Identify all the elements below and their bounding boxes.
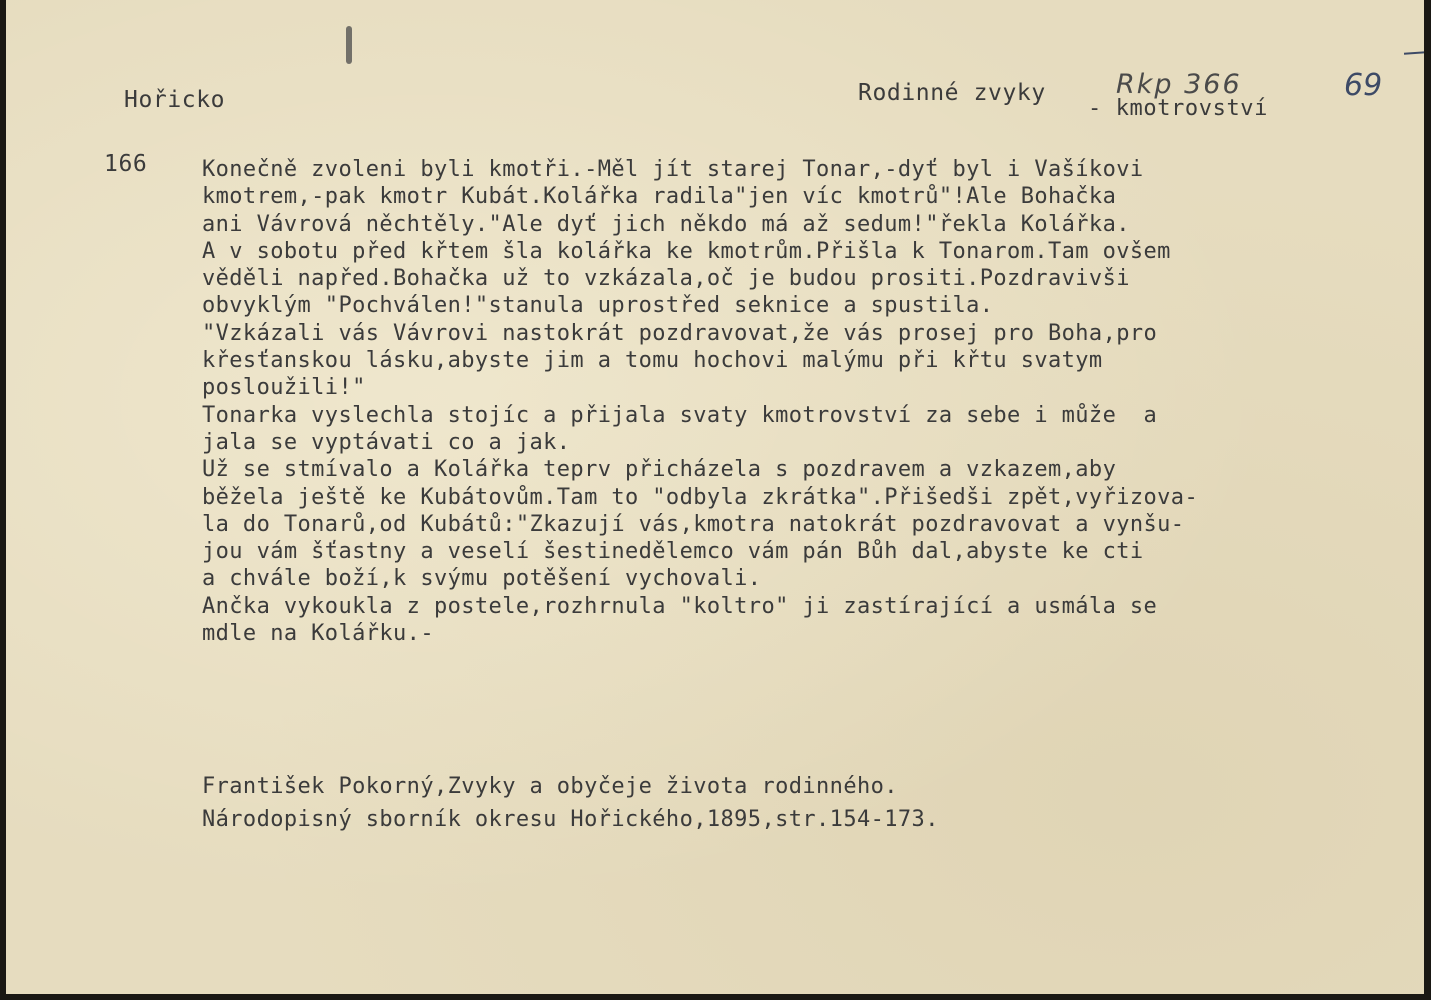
text-line: mdle na Kolářku.- bbox=[202, 621, 434, 647]
entry-text bbox=[202, 156, 1198, 647]
text-line: Tonarka vyslechla stojíc a přijala svaty kmotrovství za sebe i může a bbox=[202, 402, 1158, 428]
text-line: posloužili!" bbox=[202, 375, 366, 401]
text-line: "Vzkázali vás Vávrovi nastokrát pozdravovat,že vás prosej pro Boha,pro bbox=[202, 320, 1158, 346]
text-line: běžela ještě ke Kubátovům.Tam to "odbyla zkrátka".Přišedši zpět,vyřizova- bbox=[202, 484, 1199, 510]
archive-reference: Rkp 366 bbox=[1116, 69, 1242, 100]
citation-line: Národopisný sborník okresu Hořického,1895,str.154-173. bbox=[202, 807, 939, 832]
citation-line: František Pokorný,Zvyky a obyčeje života rodinného. bbox=[202, 774, 898, 799]
text-line: věděli napřed.Bohačka už to vzkázala,oč je budou prositi.Pozdravivši bbox=[202, 266, 1130, 292]
text-line: obvyklým "Pochválen!"stanula uprostřed seknice a spustila. bbox=[202, 293, 994, 319]
text-line: a chvále boží,k svýmu potěšení vychovali. bbox=[202, 566, 762, 592]
text-line: A v sobotu před křtem šla kolářka ke kmotrům.Přišla k Tonarom.Tam ovšem bbox=[202, 238, 1171, 264]
text-line: Konečně zvoleni byli kmotři.-Měl jít starej Tonar,-dyť byl i Vašíkovi bbox=[202, 157, 1144, 182]
source-citation bbox=[202, 770, 939, 836]
text-line: jou vám šťastny a veselí šestinedělemco vám pán Bůh dal,abyste ke cti bbox=[202, 539, 1144, 565]
topic-label: Rodinné zvyky bbox=[858, 80, 1046, 106]
ink-mark bbox=[346, 26, 352, 64]
text-line: Už se stmívalo a Kolářka teprv přicházela s pozdravem a vzkazem,aby bbox=[202, 457, 1117, 483]
text-line: la do Tonarů,od Kubátů:"Zkazují vás,kmotra natokrát pozdravovat a vynšu- bbox=[202, 511, 1185, 537]
subtopic-label: - kmotrovství bbox=[1088, 96, 1268, 121]
entry-number: 166 bbox=[104, 151, 148, 177]
text-line: ani Vávrová něchtěly."Ale dyť jich někdo má až sedum!"řekla Kolářka. bbox=[202, 211, 1130, 237]
text-line: jala se vyptávati co a jak. bbox=[202, 429, 571, 455]
text-line: Ančka vykoukla z postele,rozhrnula "koltro" ji zastírající a usmála se bbox=[202, 593, 1158, 619]
page-number: 69 bbox=[1344, 68, 1383, 103]
text-line: kmotrem,-pak kmotr Kubát.Kolářka radila"jen víc kmotrů"!Ale Bohačka bbox=[202, 184, 1117, 210]
text-line: křesťanskou lásku,abyste jim a tomu hochovi malýmu při křtu svatym bbox=[202, 348, 1103, 374]
handwritten-dash bbox=[1404, 51, 1424, 55]
region-label: Hořicko bbox=[124, 87, 226, 113]
archive-card bbox=[6, 0, 1424, 994]
